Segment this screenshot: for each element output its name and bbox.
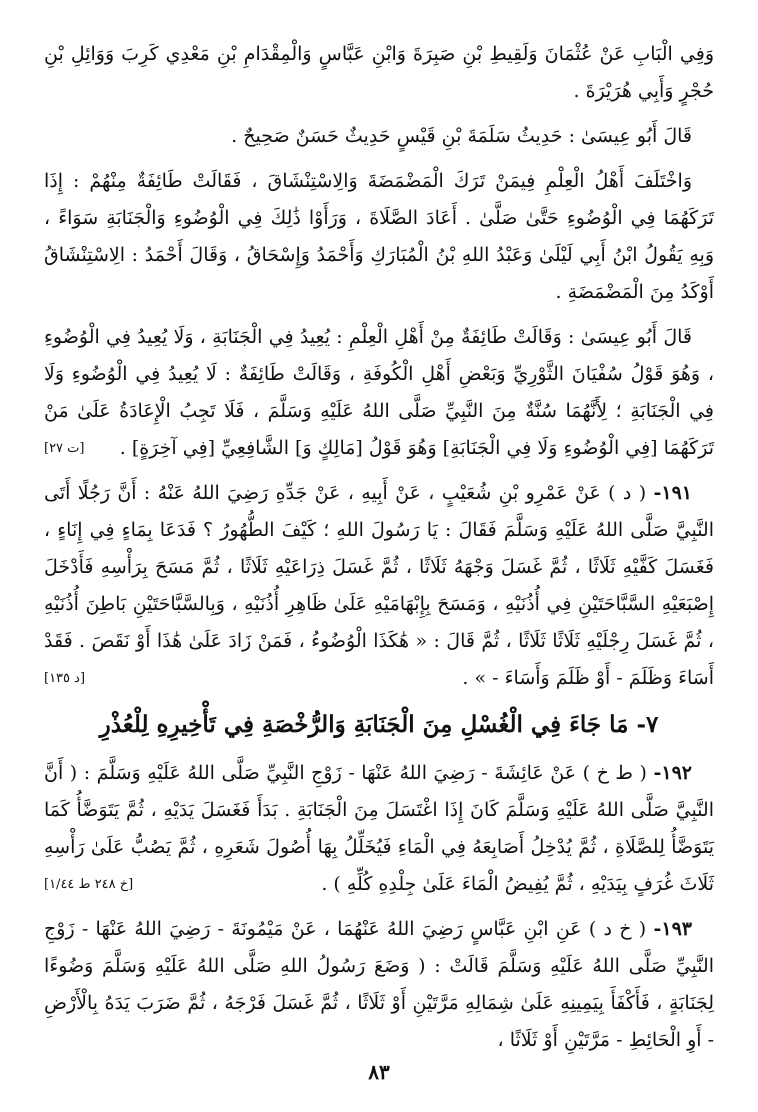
source-reference: [د ١٣٥] <box>44 671 86 686</box>
hadith-number: ١٩٢- <box>653 762 692 784</box>
paragraph-text: وَاخْتَلَفَ أَهْلُ الْعِلْمِ فِيمَنْ تَرَكَ الْمَضْمَضَةَ وَالِاسْتِنْشَاقَ ، فَقَالَتْ طَائِفَةٌ مِنْهُمْ : إِذَا تَرَكَهُمَا فِي الْوُضُوءِ حَتَّىٰ صَلَّىٰ . أَعَادَ الصَّلَاةَ ، وَرَأَوْا ذَٰلِكَ فِي الْوُضُوءِ وَالْجَنَابَةِ سَوَاءً ، وَبِهِ يَقُولُ ابْنُ أَبِي لَيْلَىٰ وَعَبْدُ اللهِ بْنُ الْمُبَارَكِ وَأَحْمَدُ وَإِسْحَاقُ ، وَقَالَ أَحْمَدُ : الِاسْتِنْشَاقُ أَوْكَدُ مِنَ الْمَضْمَضَةِ . <box>44 170 714 303</box>
hadith-text: ( د ) عَنْ عَمْرِو بْنِ شُعَيْبٍ ، عَنْ أَبِيهِ ، عَنْ جَدِّهِ رَضِيَ اللهُ عَنْهُ : أَنَّ رَجُلًا أَتَى النَّبِيَّ صَلَّى اللهُ عَلَيْهِ وَسَلَّمَ فَقَالَ : يَا رَسُولَ اللهِ ؛ كَيْفَ الطُّهُورُ ؟ فَدَعَا بِمَاءٍ فِي إِنَاءٍ ، فَغَسَلَ كَفَّيْهِ ثَلَاثًا ، ثُمَّ غَسَلَ وَجْهَهُ ثَلَاثًا ، ثُمَّ غَسَلَ ذِرَاعَيْهِ ثَلَاثًا ، ثُمَّ مَسَحَ بِرَأْسِهِ فَأَدْخَلَ إِصْبَعَيْهِ السَّبَّاحَتَيْنِ فِي أُذُنَيْهِ ، وَمَسَحَ بِإِبْهَامَيْهِ عَلَىٰ ظَاهِرِ أُذُنَيْهِ ، وَبِالسَّبَّاحَتَيْنِ بَاطِنَ أُذُنَيْهِ ، ثُمَّ غَسَلَ رِجْلَيْهِ ثَلَاثًا ثَلَاثًا ، ثُمَّ قَالَ : « هَٰكَذَا الْوُضُوءُ ، فَمَنْ زَادَ عَلَىٰ هَٰذَا أَوْ نَقَصَ . فَقَدْ أَسَاءَ وَظَلَمَ - أَوْ ظَلَمَ وَأَسَاءَ - » . <box>44 482 714 689</box>
paragraph-scholars-disagreement <box>44 163 714 311</box>
hadith-192 <box>44 755 714 903</box>
hadith-number: ١٩٣- <box>653 918 692 940</box>
source-reference: [خ ٢٤٨ ط ١/٤٤] <box>44 877 134 892</box>
paragraph-text: قَالَ أَبُو عِيسَىٰ : وَقَالَتْ طَائِفَةٌ مِنْ أَهْلِ الْعِلْمِ : يُعِيدُ فِي الْجَنَابَةِ ، وَلَا يُعِيدُ فِي الْوُضُوءِ ، وَهُوَ قَوْلُ سُفْيَانَ الثَّوْرِيِّ وَبَعْضِ أَهْلِ الْكُوفَةِ ، وَقَالَتْ طَائِفَةٌ : لَا يُعِيدُ فِي الْوُضُوءِ وَلَا فِي الْجَنَابَةِ ؛ لِأَنَّهُمَا سُنَّةٌ مِنَ النَّبِيِّ صَلَّى اللهُ عَلَيْهِ وَسَلَّمَ ، فَلَا تَجِبُ الْإِعَادَةُ عَلَىٰ مَنْ تَرَكَهُمَا [فِي الْوُضُوءِ وَلَا فِي الْجَنَابَةِ] وَهُوَ قَوْلُ [مَالِكٍ وَ] الشَّافِعِيِّ [فِي آخِرَةٍ] . <box>44 326 714 459</box>
hadith-text: ( خ د ) عَنِ ابْنِ عَبَّاسٍ رَضِيَ اللهُ عَنْهُمَا ، عَنْ مَيْمُونَةَ - رَضِيَ اللهُ عَنْهَا - زَوْجِ النَّبِيِّ صَلَّى اللهُ عَلَيْهِ وَسَلَّمَ قَالَتْ : ( وَضَعَ رَسُولُ اللهِ صَلَّى اللهُ عَلَيْهِ وَسَلَّمَ وَضُوءًا لِجَنَابَةٍ ، فَأَكْفَأَ بِيَمِينِهِ عَلَىٰ شِمَالِهِ مَرَّتَيْنِ أَوْ ثَلَاثًا ، ثُمَّ غَسَلَ فَرْجَهُ ، ثُمَّ ضَرَبَ يَدَهُ بِالْأَرْضِ - أَوِ الْحَائِطِ - مَرَّتَيْنِ أَوْ ثَلَاثًا ، <box>44 918 714 1051</box>
paragraph-abu-isa-opinions <box>44 319 714 467</box>
paragraph-text: قَالَ أَبُو عِيسَىٰ : حَدِيثُ سَلَمَةَ بْنِ قَيْسٍ حَدِيثٌ حَسَنٌ صَحِيحٌ . <box>231 125 692 147</box>
page-number: ٨٣ <box>368 1060 390 1084</box>
chapter-heading: ٧- مَا جَاءَ فِي الْغُسْلِ مِنَ الْجَنَابَةِ وَالرُّخْصَةِ فِي تَأْخِيرِهِ لِلْعُذْرِ <box>99 711 659 738</box>
hadith-number: ١٩١- <box>653 482 693 504</box>
paragraph-abu-isa-grading <box>44 118 714 155</box>
paragraph-text: وَفِي الْبَابِ عَنْ عُثْمَانَ وَلَقِيطِ بْنِ صَبِرَةَ وَابْنِ عَبَّاسٍ وَالْمِقْدَامِ بْنِ مَعْدِي كَرِبَ وَوَائِلِ بْنِ حُجْرٍ وَأَبِي هُرَيْرَةَ . <box>44 43 714 102</box>
hadith-text: ( ط خ ) عَنْ عَائِشَةَ - رَضِيَ اللهُ عَنْهَا - زَوْجِ النَّبِيِّ صَلَّى اللهُ عَلَيْهِ وَسَلَّمَ : ( أَنَّ النَّبِيَّ صَلَّى اللهُ عَلَيْهِ وَسَلَّمَ كَانَ إِذَا اغْتَسَلَ مِنَ الْجَنَابَةِ . بَدَأَ فَغَسَلَ يَدَيْهِ ، ثُمَّ يَتَوَضَّأُ كَمَا يَتَوَضَّأُ لِلصَّلَاةِ ، ثُمَّ يُدْخِلُ أَصَابِعَهُ فِي الْمَاءِ فَيُخَلِّلُ بِهَا أُصُولَ شَعَرِهِ ، ثُمَّ يَصُبُّ عَلَىٰ رَأْسِهِ ثَلَاثَ غُرَفٍ بِيَدَيْهِ ، ثُمَّ يُفِيضُ الْمَاءَ عَلَىٰ جِلْدِهِ كُلِّهِ ) . <box>44 762 714 895</box>
hadith-191 <box>44 475 714 697</box>
source-reference: [ت ٢٧] <box>44 441 85 456</box>
hadith-193 <box>44 911 714 1059</box>
paragraph-chapter-references <box>44 36 714 110</box>
